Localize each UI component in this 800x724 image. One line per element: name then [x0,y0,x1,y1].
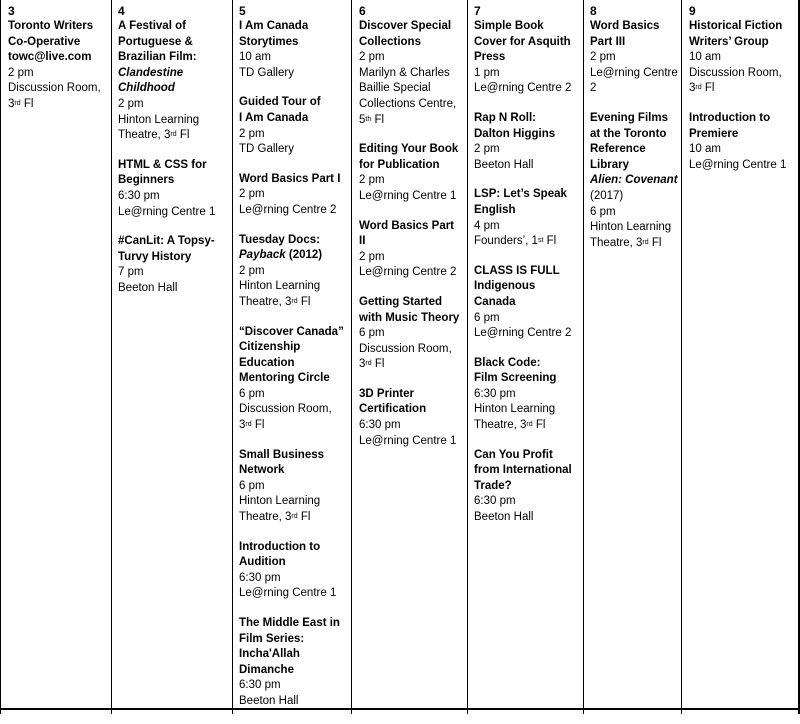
grid-line [111,0,112,714]
event-floor-ordinal: rd [695,84,702,92]
day-column [590,4,679,265]
event-time: 6:30 pm [239,571,281,584]
day-number: 9 [689,4,696,18]
event-location-floor [689,81,796,97]
event-time: 2 pm [118,97,144,110]
event-title-text: Black Code: Film Screening [474,356,557,385]
event-time: 2 pm [474,143,500,156]
event-entry [474,356,581,434]
event-location: Discussion Room, [239,403,332,416]
event-location: Beeton Hall [239,694,299,707]
event-entry [239,95,349,157]
event-time: 6:30 pm [239,679,281,692]
event-floor-ordinal: rd [365,360,372,368]
grid-line [0,708,800,710]
event-entry [118,19,230,144]
event-floor-suffix: Fl [648,236,662,249]
event-time: 2 pm [359,250,385,263]
event-entry [474,264,581,342]
event-location: Marilyn & Charles Baillie Special Collections Centre, [359,66,457,110]
event-location-floor [590,236,679,252]
event-entry [118,158,230,220]
event-entry [359,19,465,128]
event-title-text: Simple Book Cover for Asquith Press [474,20,571,64]
day-column [689,4,796,187]
event-entry [689,19,796,97]
event-entry [239,448,349,526]
event-floor-suffix: Fl [20,97,34,110]
event-title [359,19,465,50]
event-location-floor [239,510,349,526]
event-floor-text: Founders’, 1 [474,235,538,248]
event-location: TD Gallery [239,66,294,79]
event-entry [590,19,679,97]
event-location-floor [359,113,465,129]
event-location: TD Gallery [239,143,294,156]
day-number: 6 [359,4,366,18]
event-floor-text: 3 [239,419,246,432]
event-title-text: I Am Canada Storytimes [239,20,309,48]
day-number: 7 [474,4,481,18]
grid-line [583,0,584,714]
event-location-floor [474,234,581,250]
event-title-text: Rap N Roll: Dalton Higgins [474,111,556,140]
grid-line [681,0,682,714]
event-title-italic: Payback [239,249,286,262]
event-location: Le@rning Centre 2 [359,266,457,279]
event-location: Le@rning Centre 2 [239,203,337,216]
event-title [118,234,230,265]
event-entry [239,540,349,602]
event-floor-ordinal: rd [14,99,21,107]
event-floor-text: Theatre, 3 [239,511,292,524]
event-title-text: A Festival of Portuguese & Brazilian Film: [118,20,197,64]
event-time: 10 am [239,51,271,64]
event-title-text: Word Basics Part II [359,219,455,248]
event-floor-text: Theatre, 3 [590,236,643,249]
event-title [118,19,230,66]
event-film-title [118,66,230,97]
event-title-text: HTML & CSS for Beginners [118,158,207,187]
event-floor-text: Theatre, 3 [474,419,527,432]
event-time: 2 pm [359,174,385,187]
event-floor-ordinal: rd [291,513,298,521]
event-title-text: Word Basics Part I [239,172,341,185]
event-entry [359,295,465,373]
event-time: 10 am [689,51,721,64]
event-title-text: Toronto Writers Co-Operative [8,20,94,48]
event-location: Hinton Learning [118,113,200,126]
event-title [239,95,349,126]
event-time: 2 pm [8,66,34,79]
event-title [474,264,581,311]
event-title [239,233,349,264]
event-location-floor [359,357,465,373]
event-title [474,448,581,495]
event-title [359,142,465,173]
event-entry [590,111,679,251]
event-location: Discussion Room, [8,82,101,95]
event-location: Discussion Room, [689,66,782,79]
day-number: 5 [239,4,246,18]
event-floor-suffix: Fl [701,82,715,95]
event-time: 2 pm [359,51,385,64]
event-floor-suffix: Fl [371,113,385,126]
event-entry [239,19,349,81]
event-title [118,158,230,189]
day-column [8,4,110,127]
day-column [474,4,581,540]
event-location: Le@rning Centre 2 [474,327,572,340]
event-title [590,19,679,50]
event-entry [359,387,465,449]
event-time: 6 pm [359,327,385,340]
event-title-text: Evening Films at the Toronto Reference Library [590,111,668,171]
event-location: Le@rning Centre 2 [590,66,678,95]
event-film-title [590,173,679,189]
event-film-title-italic: Alien: Covenant [590,174,678,187]
event-time: 6:30 pm [474,387,516,400]
event-title [239,19,349,50]
event-time: 6 pm [474,311,500,324]
event-time: 1 pm [474,66,500,79]
event-location: Discussion Room, [359,342,452,355]
event-floor-text: Theatre, 3 [118,129,171,142]
event-location: Le@rning Centre 1 [118,205,216,218]
event-title-text: Word Basics Part III [590,20,660,48]
event-title [474,111,581,142]
event-floor-suffix: Fl [251,419,265,432]
event-floor-suffix: Fl [297,511,311,524]
event-entry [8,19,110,113]
event-time: 6 pm [239,479,265,492]
event-location: Le@rning Centre 1 [689,158,787,171]
event-title [359,295,465,326]
grid-line [467,0,468,714]
event-location-floor [118,128,230,144]
event-location: Beeton Hall [474,158,534,171]
event-title-text: The Middle East in Film Series: Incha'Allah Dimanche [239,617,340,676]
event-floor-suffix: Fl [371,358,385,371]
event-location: Hinton Learning [474,403,556,416]
event-floor-text: 3 [8,97,15,110]
day-column [359,4,465,463]
event-title-text: Tuesday Docs: [239,233,320,246]
event-floor-text: 3 [359,358,366,371]
event-location: Hinton Learning [239,280,321,293]
event-title [474,356,581,387]
event-floor-suffix: Fl [532,419,546,432]
event-floor-ordinal: st [537,237,544,245]
event-title-text: Introduction to Premiere [689,111,771,140]
event-time: 2 pm [239,127,265,140]
day-number: 3 [8,4,15,18]
event-title [689,111,796,142]
event-floor-suffix: Fl [297,295,311,308]
event-title-text: 3D Printer Certification [359,387,427,416]
event-time: 6 pm [590,205,616,218]
event-entry [359,219,465,281]
event-entry [474,448,581,526]
event-floor-suffix: Fl [176,129,190,142]
event-title [239,616,349,678]
event-entry [239,172,349,219]
event-time: 10 am [689,143,721,156]
event-entry [689,111,796,173]
event-floor-suffix: Fl [543,235,557,248]
event-title-text: #CanLit: A Topsy- Turvy History [118,235,215,263]
day-column [239,4,349,724]
event-entry [474,111,581,173]
event-location: Le@rning Centre 2 [474,82,572,95]
event-floor-text: 5 [359,113,366,126]
event-time: 6:30 pm [474,495,516,508]
event-title [689,19,796,50]
event-location: Hinton Learning [590,221,672,234]
event-floor-ordinal: rd [170,131,177,139]
event-time: 6:30 pm [118,189,160,202]
grid-line [351,0,352,714]
event-entry [239,616,349,710]
event-title-text: “Discover Canada” Citizenship Education Mentoring Circle [239,325,344,385]
event-entry [474,19,581,97]
event-film-year: (2017) [590,189,624,202]
event-entry [239,325,349,434]
event-film-title-italic: Clandestine Childhood [118,66,184,95]
event-time: 7 pm [118,266,144,279]
event-title [239,172,349,188]
day-column [118,4,230,311]
event-time: 4 pm [474,219,500,232]
event-title-text: CLASS IS FULL Indigenous Canada [474,264,560,308]
event-entry [474,187,581,249]
event-entry [359,142,465,204]
event-floor-ordinal: th [365,115,372,123]
event-floor-text: Theatre, 3 [239,295,292,308]
event-time: 2 pm [239,188,265,201]
event-title-text: Getting Started with Music Theory [359,295,460,324]
event-entry [239,233,349,311]
event-location: Beeton Hall [474,511,534,524]
event-email: towc@live.com [8,51,92,64]
event-time: 6 pm [239,387,265,400]
day-number: 4 [118,4,125,18]
event-floor-ordinal: rd [245,421,252,429]
event-title [8,19,110,50]
grid-line [0,0,1,714]
event-title-text: Small Business Network [239,448,325,477]
event-title [474,187,581,218]
event-title [359,219,465,250]
event-location-floor [239,418,349,434]
event-time: 2 pm [590,51,616,64]
day-number: 8 [590,4,597,18]
grid-line [232,0,233,714]
event-time: 6:30 pm [359,419,401,432]
event-title-text: Discover Special Collections [359,20,452,48]
event-location: Le@rning Centre 1 [359,189,457,202]
event-time: 2 pm [239,264,265,277]
event-floor-ordinal: rd [642,238,649,246]
event-floor-text: 3 [689,82,696,95]
event-location-floor [239,295,349,311]
event-location: Hinton Learning [239,495,321,508]
event-entry [118,234,230,296]
event-title-text: Guided Tour of I Am Canada [239,96,321,124]
event-title-text: Historical Fiction Writers’ Group [689,20,783,48]
event-title-text: Can You Profit from International Trade? [474,448,572,492]
event-title-text: Editing Your Book for Publication [359,143,459,171]
event-title [359,387,465,418]
event-title-text: LSP: Let’s Speak English [474,188,567,216]
event-location-floor [8,97,110,113]
event-title-text: Introduction to Audition [239,540,321,569]
event-title [239,540,349,571]
event-title [590,111,679,173]
event-location: Le@rning Centre 1 [239,587,337,600]
event-title [474,19,581,66]
event-location: Le@rning Centre 1 [359,434,457,447]
event-floor-ordinal: rd [526,421,533,429]
event-location-floor [474,418,581,434]
event-title-suffix: (2012) [285,249,323,262]
event-floor-ordinal: rd [291,297,298,305]
event-title [239,325,349,387]
event-title [239,448,349,479]
event-location: Beeton Hall [118,281,178,294]
